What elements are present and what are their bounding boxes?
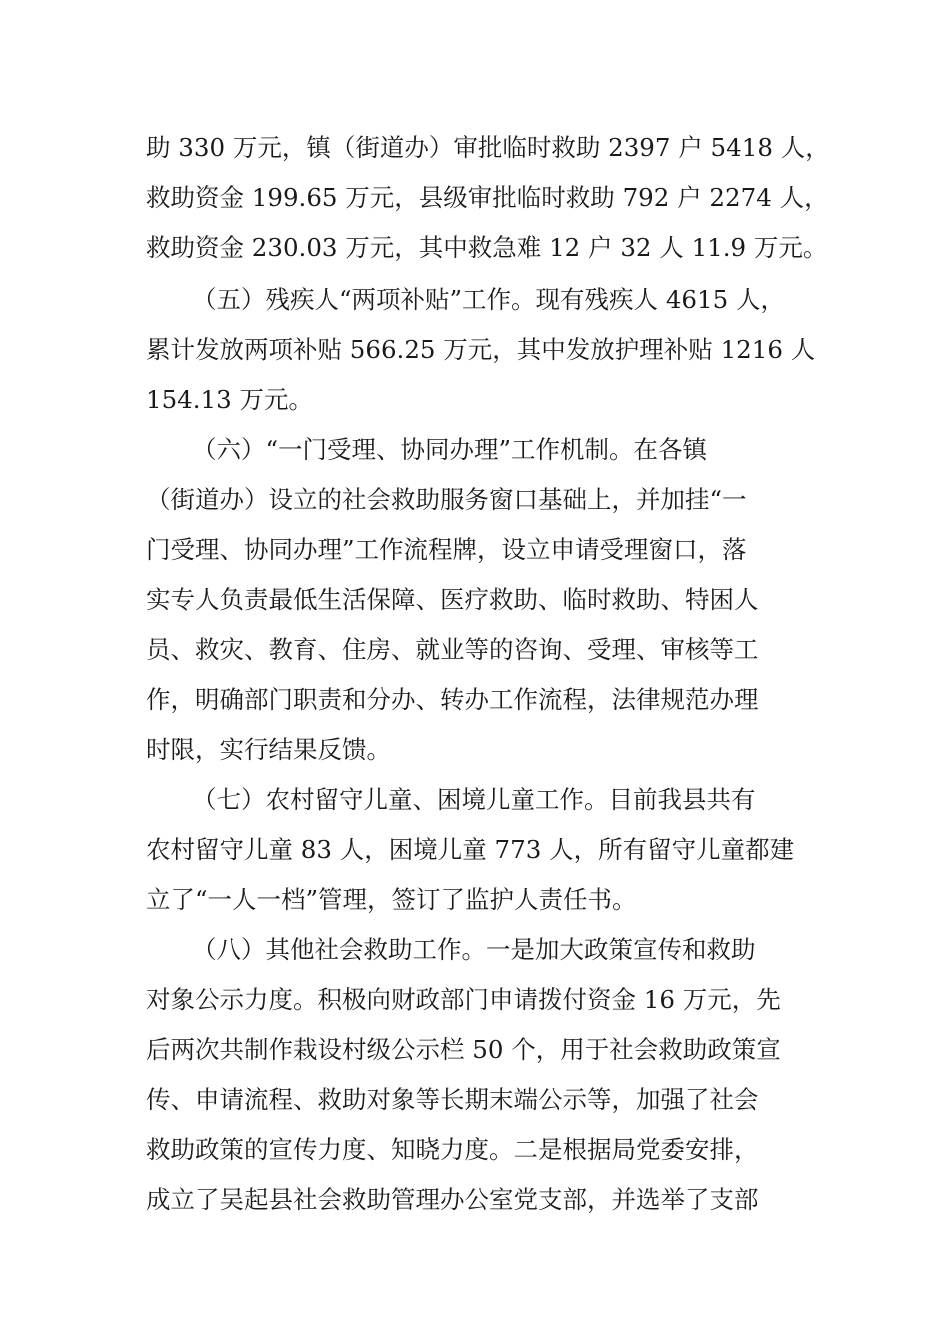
- text-line: 后两次共制作栽设村级公示栏 50 个，用于社会救助政策宣: [146, 1035, 781, 1064]
- text-line: 成立了吴起县社会救助管理办公室党支部，并选举了支部: [146, 1185, 759, 1214]
- paragraph-heading-line: （七）农村留守儿童、困境儿童工作。目前我县共有: [192, 785, 756, 814]
- text-line: 传、申请流程、救助对象等长期末端公示等，加强了社会: [146, 1085, 759, 1114]
- paragraph-heading-line: （五）残疾人“两项补贴”工作。现有残疾人 4615 人，: [192, 285, 785, 314]
- text-line: 实专人负责最低生活保障、医疗救助、临时救助、特困人: [146, 585, 759, 614]
- text-line: 时限，实行结果反馈。: [146, 735, 391, 764]
- text-line: 对象公示力度。积极向财政部门申请拨付资金 16 万元，先: [146, 985, 781, 1014]
- text-line: （街道办）设立的社会救助服务窗口基础上，并加挂“一: [146, 485, 747, 514]
- text-line: 农村留守儿童 83 人，困境儿童 773 人，所有留守儿童都建: [146, 835, 795, 864]
- text-line: 门受理、协同办理”工作流程牌，设立申请受理窗口，落: [146, 535, 747, 564]
- text-line: 154.13 万元。: [146, 385, 314, 414]
- text-line: 立了“一人一档”管理，签订了监护人责任书。: [146, 885, 637, 914]
- text-line: 救助资金 230.03 万元，其中救急难 12 户 32 人 11.9 万元。: [146, 233, 828, 262]
- text-line: 员、救灾、教育、住房、就业等的咨询、受理、审核等工: [146, 635, 759, 664]
- text-line: 作，明确部门职责和分办、转办工作流程，法律规范办理: [146, 685, 759, 714]
- paragraph-heading-line: （八）其他社会救助工作。一是加大政策宣传和救助: [192, 935, 756, 964]
- text-line: 救助资金 199.65 万元，县级审批临时救助 792 户 2274 人，: [146, 183, 829, 212]
- text-line: 累计发放两项补贴 566.25 万元，其中发放护理补贴 1216 人: [146, 335, 816, 364]
- text-line: 助 330 万元，镇（街道办）审批临时救助 2397 户 5418 人，: [146, 133, 830, 162]
- paragraph-heading-line: （六）“一门受理、协同办理”工作机制。在各镇: [192, 435, 708, 464]
- text-line: 救助政策的宣传力度、知晓力度。二是根据局党委安排，: [146, 1135, 759, 1164]
